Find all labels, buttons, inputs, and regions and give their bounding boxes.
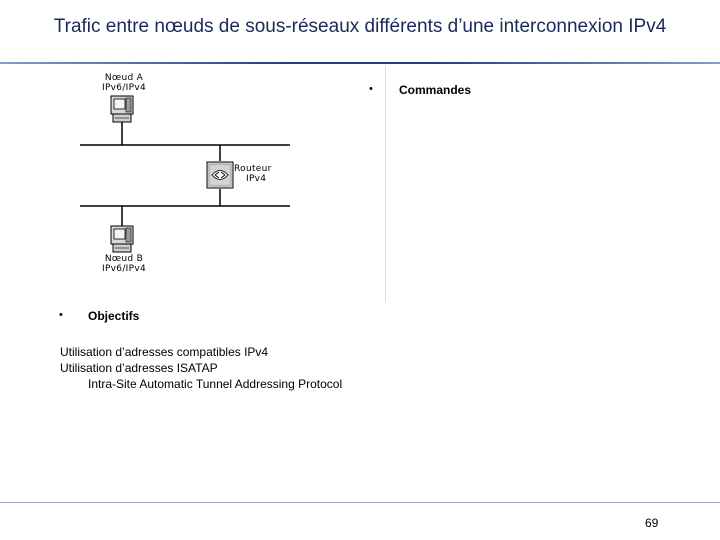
objectives-heading: Objectifs	[88, 309, 140, 323]
slide-title: Trafic entre nœuds de sous-réseaux différents d’une interconnexion IPv4	[53, 16, 667, 37]
objective-line: Utilisation d’adresses ISATAP	[60, 361, 218, 375]
commands-heading: Commandes	[399, 83, 472, 97]
objectives-bullet: •	[59, 309, 63, 321]
computer-icon	[111, 226, 133, 252]
column-divider	[385, 66, 386, 302]
objective-line: Utilisation d’adresses compatibles IPv4	[60, 345, 269, 359]
node-b-label	[88, 254, 160, 274]
router-icon	[207, 162, 233, 188]
node-a-name: Nœud A	[104, 73, 144, 83]
title-rule	[0, 62, 720, 64]
commands-bullet: •	[369, 83, 373, 95]
router-label	[234, 164, 282, 184]
node-b-protocol: IPv6/IPv4	[102, 264, 146, 274]
router-name: Routeur	[234, 164, 272, 174]
node-b-name: Nœud B	[104, 254, 144, 264]
router-protocol: IPv4	[246, 174, 267, 184]
node-a-label	[88, 73, 160, 93]
node-a-protocol: IPv6/IPv4	[102, 83, 146, 93]
footer-rule	[0, 502, 720, 503]
computer-icon	[111, 96, 133, 122]
objective-line: Intra-Site Automatic Tunnel Addressing Protocol	[88, 377, 343, 391]
objectives-list	[60, 344, 342, 392]
page-number: 69	[645, 516, 659, 530]
